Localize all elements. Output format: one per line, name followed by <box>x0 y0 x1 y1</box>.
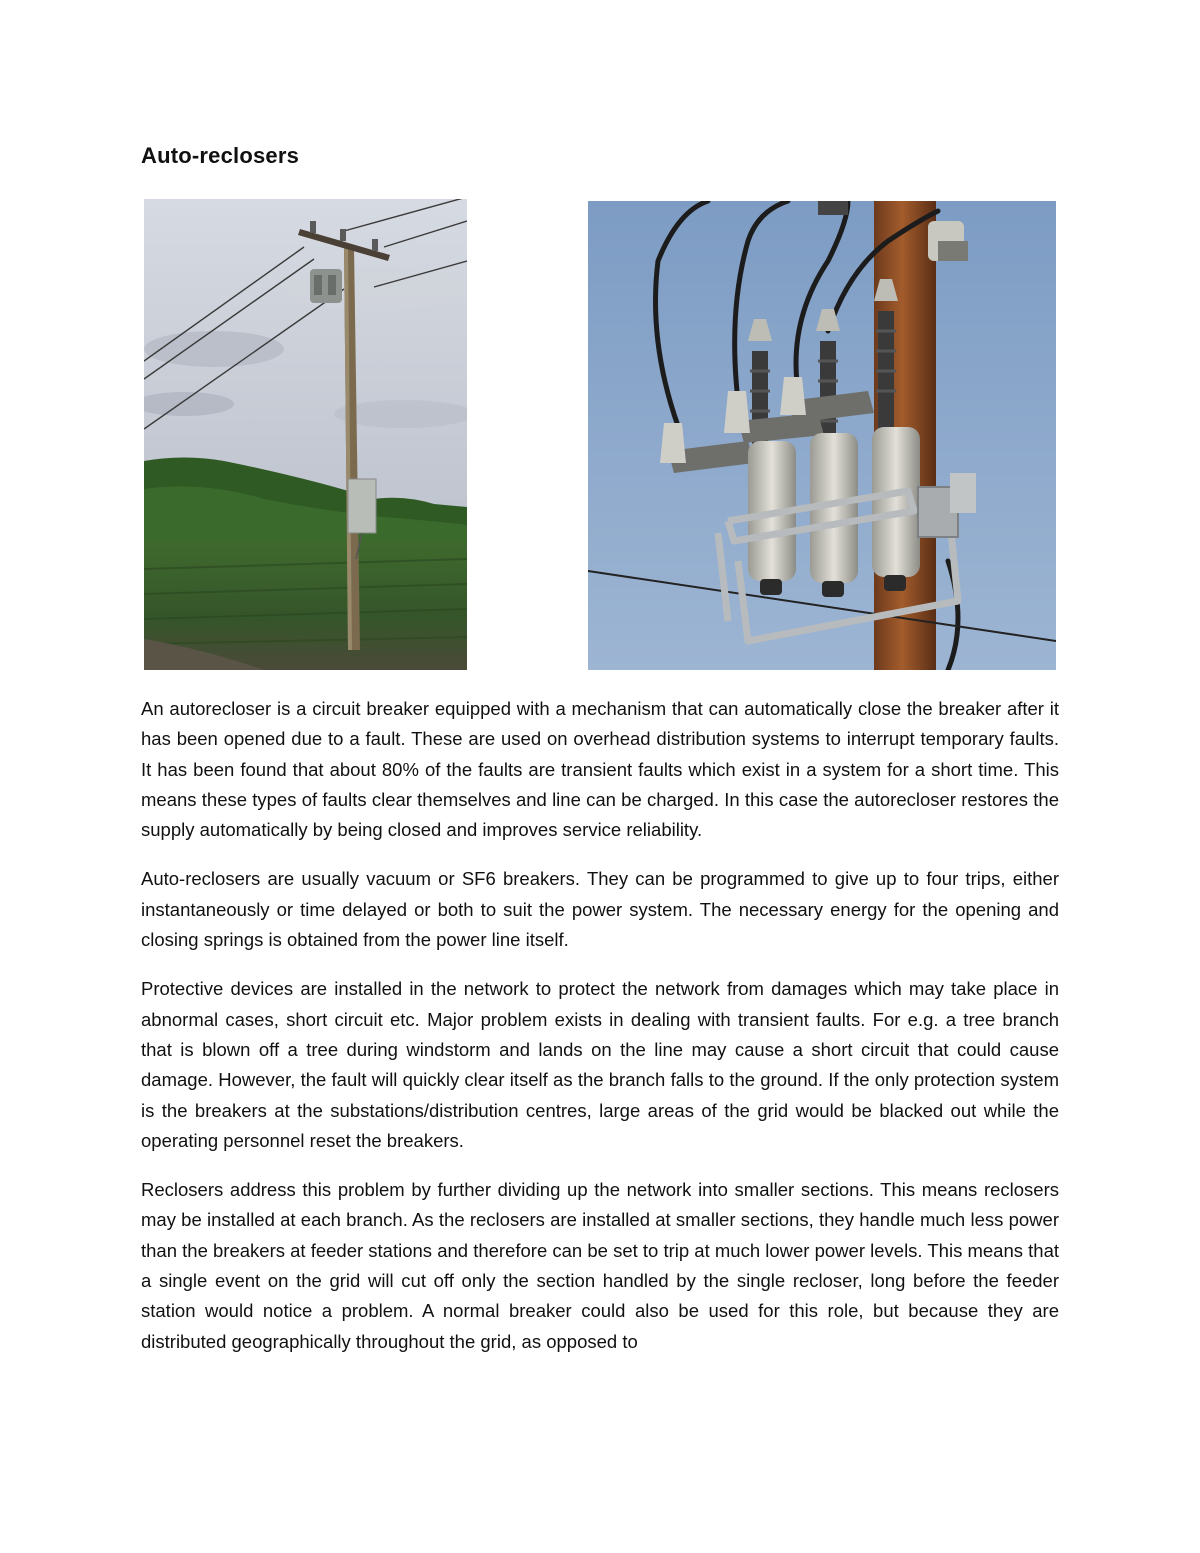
recloser-closeup-photo <box>588 201 1056 670</box>
paragraph-3: Protective devices are installed in the network to protect the network from damages which may take place in abnormal cases, short circuit etc. Major problem exists in dealing with transient faults. For e.g. a tree branch that is blown off a tree during windstorm and lands on the line may cause a short circuit that could cause damage. However, the fault will quickly clear itself as the branch falls to the ground. If the only protection system is the breakers at the substations/distribution centres, large areas of the grid would be blacked out while the operating personnel reset the breakers. <box>141 978 1059 1151</box>
document-title: Auto-reclosers <box>141 143 300 168</box>
pole-recloser-photo <box>144 199 467 670</box>
paragraph-1: An autorecloser is a circuit breaker equipped with a mechanism that can automatically close the breaker after it has been opened due to a fault. These are used on overhead distribution systems to interrupt temporary faults. It has been found that about 80% of the faults are transient faults which exist in a system for a short time. This means these types of faults clear themselves and line can be charged. In this case the autorecloser restores the supply automatically by being closed and improves service reliability. <box>141 698 1059 841</box>
body-text <box>141 694 1059 1376</box>
paragraph-2: Auto-reclosers are usually vacuum or SF6 breakers. They can be programmed to give up to four trips, either instantaneously or time delayed or both to suit the power system. The necessary energy for the opening and closing springs is obtained from the power line itself. <box>141 868 1059 951</box>
paragraph-4: Reclosers address this problem by further dividing up the network into smaller sections. This means reclosers may be installed at each branch. As the reclosers are installed at smaller sections, they handle much less power than the breakers at feeder stations and therefore can be set to trip at much lower power levels. This means that a single event on the grid will cut off only the section handled by the single recloser, long before the feeder station would notice a problem. A normal breaker could also be used for this role, but because they are distributed geographically throughout the grid, as opposed to <box>141 1179 1059 1352</box>
